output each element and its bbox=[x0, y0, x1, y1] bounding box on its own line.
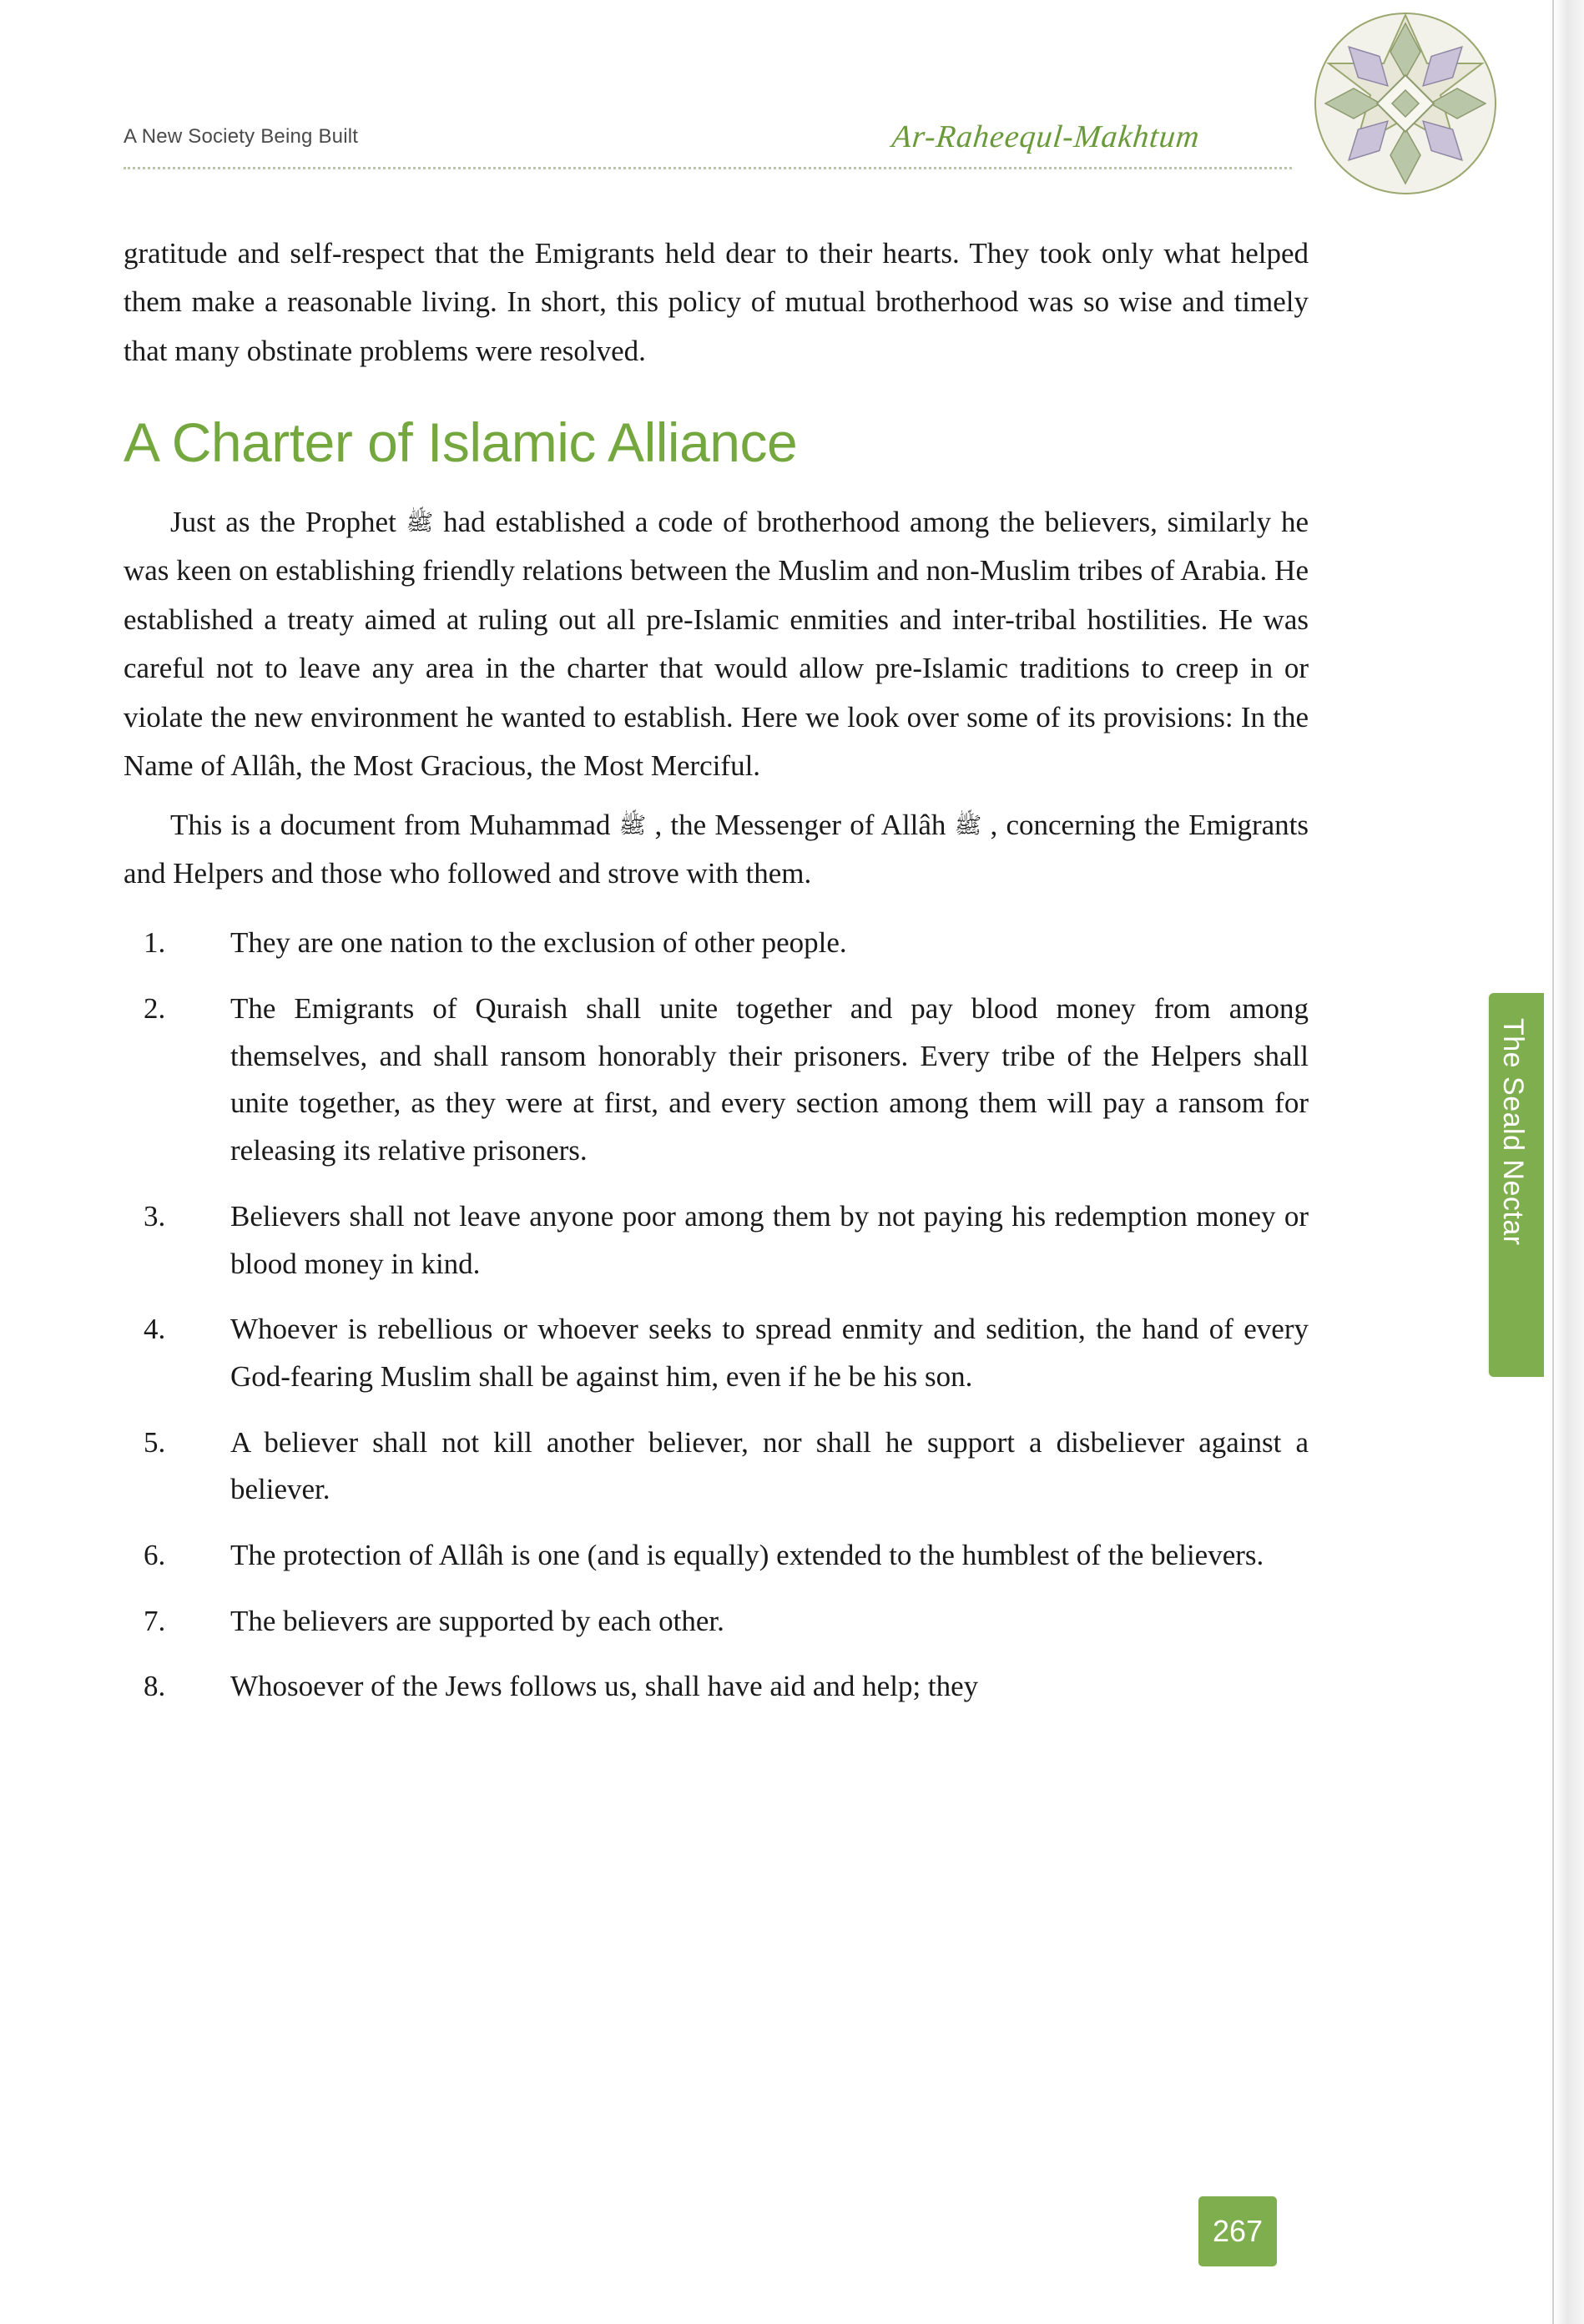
list-item-number: 5. bbox=[144, 1425, 166, 1459]
list-item-number: 4. bbox=[144, 1313, 166, 1346]
list-item-number: 1. bbox=[144, 926, 166, 960]
list-item-text: Whosoever of the Jews follows us, shall have aid and help; they bbox=[230, 1670, 979, 1703]
page-header bbox=[124, 119, 1309, 175]
gutter-divider bbox=[1552, 0, 1554, 2324]
paragraph-document-preamble-text-a: This is a document from Muhammad bbox=[170, 808, 611, 841]
paragraph-charter-intro-text-a: Just as the Prophet bbox=[170, 505, 396, 538]
list-item bbox=[124, 986, 1309, 1175]
list-item bbox=[124, 1598, 1309, 1646]
list-item bbox=[124, 1306, 1309, 1400]
pbuh-icon: ﷺ bbox=[954, 812, 982, 838]
continued-paragraph: gratitude and self-respect that the Emigrants held dear to their hearts. They took only what helped them make a reasonable living. In short, this policy of mutual brotherhood was so wise and timely that many obstinate problems were resolved. bbox=[124, 237, 1309, 367]
islamic-star-ornament bbox=[1309, 7, 1502, 200]
page-number-badge: 267 bbox=[1198, 2196, 1277, 2266]
provisions-list bbox=[124, 920, 1309, 1711]
page-content bbox=[124, 229, 1309, 1729]
pbuh-icon: ﷺ bbox=[618, 812, 647, 838]
pbuh-icon: ﷺ bbox=[406, 509, 434, 535]
list-item-number: 7. bbox=[144, 1604, 166, 1637]
list-item bbox=[124, 920, 1309, 967]
paragraph-charter-intro bbox=[124, 498, 1309, 791]
list-item bbox=[124, 1663, 1309, 1711]
header-divider bbox=[124, 167, 1292, 169]
list-item-number: 8. bbox=[144, 1670, 166, 1703]
list-item-text: The protection of Allâh is one (and is equally) extended to the humblest of the believers. bbox=[230, 1538, 1264, 1571]
section-title: A Charter of Islamic Alliance bbox=[124, 411, 798, 474]
list-item-text: The believers are supported by each other. bbox=[230, 1604, 724, 1637]
side-tab-label: The Seald Nectar bbox=[1497, 1018, 1529, 1246]
list-item-text: The Emigrants of Quraish shall unite together and pay blood money from among themselves, and shall ransom honorably their prisoners. Every tribe of the Helpers shall unite together, as they were at first, and every section among them will pay a ransom for releasing its relative prisoners. bbox=[230, 992, 1309, 1167]
side-tab-the-seald-nectar[interactable] bbox=[1489, 993, 1544, 1377]
paragraph-document-preamble-text-b: , the Messenger of Allâh bbox=[654, 808, 946, 841]
list-item-number: 6. bbox=[144, 1538, 166, 1571]
paragraph-document-preamble-text-c: , concerning the Emigrants and Helpers and those who followed and strove with them. bbox=[124, 808, 1309, 890]
running-head-left: A New Society Being Built bbox=[124, 125, 359, 148]
list-item-number: 3. bbox=[144, 1199, 166, 1233]
list-item bbox=[124, 1419, 1309, 1514]
list-item-text: Believers shall not leave anyone poor among them by not paying his redemption money or blood money in kind. bbox=[230, 1199, 1309, 1280]
list-item-text: They are one nation to the exclusion of other people. bbox=[230, 926, 847, 960]
list-item bbox=[124, 1532, 1309, 1580]
paragraph-document-preamble bbox=[124, 801, 1309, 899]
running-head-right: Ar-Raheequl-Makhtum bbox=[890, 119, 1203, 154]
list-item-text: Whoever is rebellious or whoever seeks to spread enmity and sedition, the hand of every God-fearing Muslim shall be against him, even if he be his son. bbox=[230, 1313, 1309, 1393]
list-item bbox=[124, 1193, 1309, 1288]
paragraph-charter-intro-text-b: had established a code of brotherhood among the believers, similarly he was keen on establishing friendly relations between the Muslim and non-Muslim tribes of Arabia. He established a treaty aimed at ruling out all pre-Islamic enmities and inter-tribal hostilities. He was careful not to leave any area in the charter that would allow pre-Islamic traditions to creep in or violate the new environment he wanted to establish. Here we look over some of its provisions: In the Name of Allâh, the Most Gracious, the Most Merciful. bbox=[124, 505, 1309, 783]
list-item-number: 2. bbox=[144, 992, 166, 1026]
list-item-text: A believer shall not kill another believer, nor shall he support a disbeliever against a believer. bbox=[230, 1425, 1309, 1506]
